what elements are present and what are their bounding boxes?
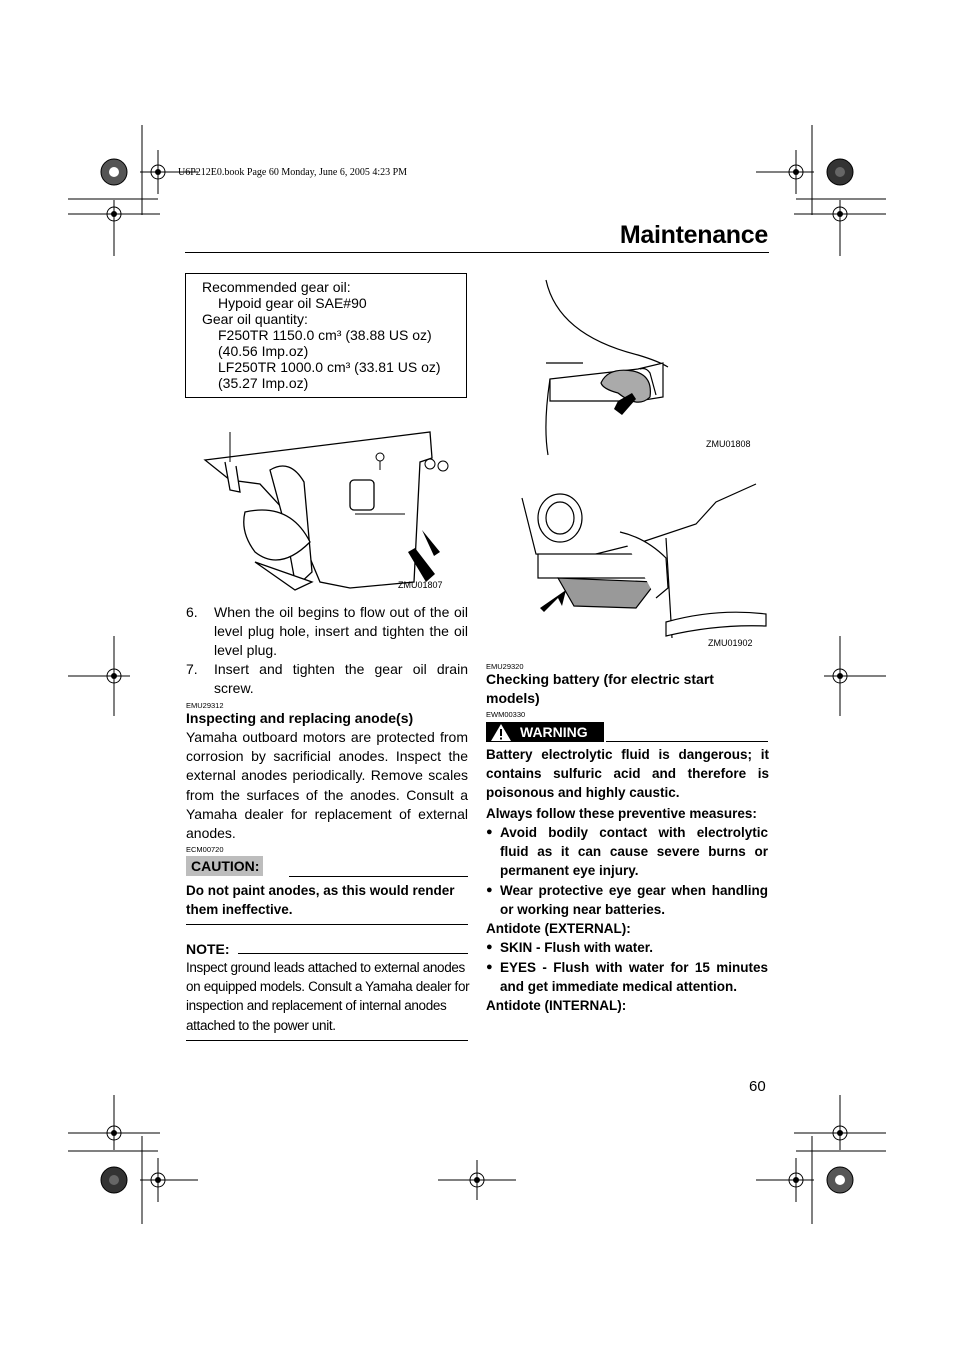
warning-rule	[606, 741, 768, 742]
antidote-external: Antidote (EXTERNAL):	[486, 921, 631, 936]
note-bottom-rule	[186, 1040, 468, 1041]
anode-body: Yamaha outboard motors are protected from corrosion by sacrificial anodes. Inspect the external anodes periodically. Remove scales from the surfaces of the anodes. Consult a Yamaha dealer for replacement of external anodes.	[186, 729, 468, 842]
note-text: Inspect ground leads attached to external anodes on equipped models. Consult a Yamaha dealer for inspection and replacement of internal anodes attached to the power unit.	[186, 960, 470, 1033]
warning-paragraph: Always follow these preventive measures:	[486, 806, 757, 821]
step-item	[186, 603, 468, 661]
figure-caption: ZMU01807	[398, 580, 443, 590]
spec-line: (35.27 Imp.oz)	[218, 375, 309, 391]
bullet-dot: ●	[486, 961, 493, 973]
anode-heading: Inspecting and replacing anode(s)	[186, 710, 414, 726]
bullet-dot: ●	[486, 941, 493, 953]
bullet-dot: ●	[486, 826, 493, 838]
anode-plug-illustration	[488, 275, 768, 460]
warning-bullet	[486, 823, 768, 881]
title-rule	[185, 252, 769, 253]
bullet-text: EYES - Flush with water for 15 minutes and get immediate medical attention.	[500, 960, 768, 995]
spec-line: Hypoid gear oil SAE#90	[218, 295, 367, 311]
section-code: EMU29312	[186, 701, 224, 710]
spec-line: LF250TR 1000.0 cm³ (33.81 US oz)	[218, 359, 441, 375]
warning-bullet	[486, 938, 768, 957]
battery-heading	[486, 670, 770, 708]
section-code: EMU29320	[486, 662, 524, 671]
antidote-internal: Antidote (INTERNAL):	[486, 998, 627, 1013]
step-text: When the oil begins to flow out of the oil level plug hole, insert and tighten the oil level plug.	[214, 604, 468, 659]
page-title: Maintenance	[619, 221, 768, 249]
warning-label-box	[486, 722, 604, 742]
gear-case-illustration	[200, 422, 460, 594]
warning-bullet	[486, 958, 768, 996]
gear-oil-spec-box	[185, 273, 467, 398]
step-number: 7.	[186, 661, 198, 677]
figure-caption: ZMU01808	[706, 439, 751, 449]
warning-label: WARNING	[520, 724, 588, 740]
spec-line: Gear oil quantity:	[202, 311, 308, 327]
bullet-text: Avoid bodily contact with electrolytic fluid as it can cause severe burns or permanent eye injury.	[500, 825, 768, 879]
step-item	[186, 660, 468, 700]
caution-rule	[289, 876, 468, 877]
bullet-dot: ●	[486, 884, 493, 896]
note-label: NOTE:	[186, 941, 230, 957]
bullet-text: Wear protective eye gear when handling or working near batteries.	[500, 883, 768, 918]
warning-triangle-icon	[489, 722, 513, 742]
book-info: U6P212E0.book Page 60 Monday, June 6, 2005 4:23 PM	[178, 167, 408, 178]
warning-bullet	[486, 881, 768, 919]
warning-code: EWM00330	[486, 710, 526, 719]
spec-line: (40.56 Imp.oz)	[218, 343, 309, 359]
spec-line: F250TR 1150.0 cm³ (38.88 US oz)	[218, 327, 432, 343]
caution-label: CAUTION:	[186, 856, 263, 876]
bracket-anode-illustration	[516, 478, 768, 650]
bullet-text: SKIN - Flush with water.	[500, 940, 654, 955]
caution-code: ECM00720	[186, 845, 224, 854]
battery-heading-line: Checking battery (for electric start	[486, 671, 714, 687]
figure-caption: ZMU01902	[708, 638, 753, 648]
warning-paragraph: Battery electrolytic fluid is dangerous; it contains sulfuric acid and therefore is poisonous and highly caustic.	[486, 747, 769, 801]
page-number: 60	[749, 1078, 766, 1095]
caution-text: Do not paint anodes, as this would render them ineffective.	[186, 883, 455, 918]
note-rule	[238, 953, 468, 954]
spec-line: Recommended gear oil:	[202, 279, 351, 295]
step-number: 6.	[186, 604, 198, 620]
step-text: Insert and tighten the gear oil drain screw.	[214, 661, 468, 697]
caution-bottom-rule	[186, 924, 468, 925]
battery-heading-line: models)	[486, 690, 540, 706]
